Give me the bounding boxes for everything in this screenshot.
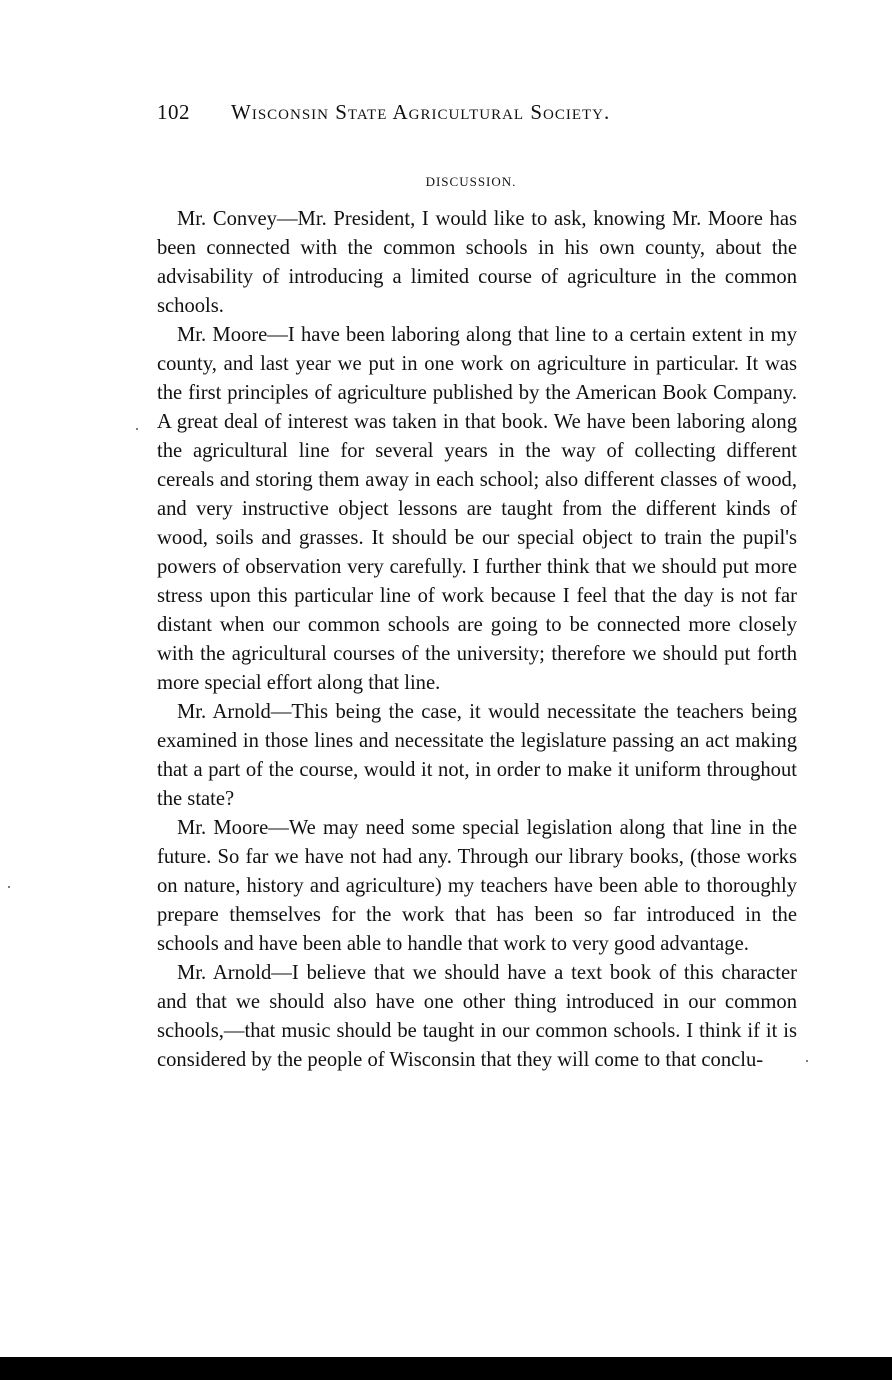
scan-bottom-border	[0, 1357, 892, 1380]
scan-speck	[8, 886, 10, 888]
page-header	[157, 100, 797, 134]
scan-speck	[136, 428, 138, 430]
running-head: Wisconsin State Agricultural Society.	[231, 100, 611, 124]
paragraph-moore-2: Mr. Moore—We may need some special legislation along that line in the future. So far we have not had any. Through our library books, (those works on nature, history and agriculture) my teachers have been able to thoroughly prepare themselves for the work that has been so far introduced in the schools and have been able to handle that work to very good advantage.	[157, 817, 797, 955]
scan-speck	[806, 1060, 808, 1062]
section-heading: DISCUSSION.	[425, 174, 517, 189]
paragraph-moore-1: Mr. Moore—I have been laboring along that line to a certain extent in my county, and last year we put in one work on agriculture in particular. It was the first principles of agriculture published by the American Book Company. A great deal of interest was taken in that book. We have been laboring along the agricultural line for several years in the way of collecting different cereals and storing them away in each school; also different classes of wood, and very instructive object lessons are taught from the different kinds of wood, soils and grasses. It should be our special object to train the pupil's powers of observation very carefully. I further think that we should put more stress upon this particular line of work because I feel that the day is not far distant when our common schools are going to be connected more closely with the agricultural courses of the university; therefore we should put forth more special effort along that line.	[157, 324, 797, 694]
paragraph-convey: Mr. Convey—Mr. President, I would like to ask, knowing Mr. Moore has been connected with the common schools in his own county, about the advisability of introducing a limited course of agriculture in the common schools.	[157, 208, 797, 317]
page-number: 102	[157, 100, 190, 124]
body-text	[157, 205, 797, 1075]
paragraph-arnold-1: Mr. Arnold—This being the case, it would necessitate the teachers being examined in those lines and necessitate the legislature passing an act making that a part of the course, would it not, in order to make it uniform throughout the state?	[157, 701, 797, 810]
paragraph-arnold-2: Mr. Arnold—I believe that we should have a text book of this character and that we should also have one other thing introduced in our common schools,—that music should be taught in our common schools. I think if it is considered by the people of Wisconsin that they will come to that conclu-	[157, 962, 797, 1071]
